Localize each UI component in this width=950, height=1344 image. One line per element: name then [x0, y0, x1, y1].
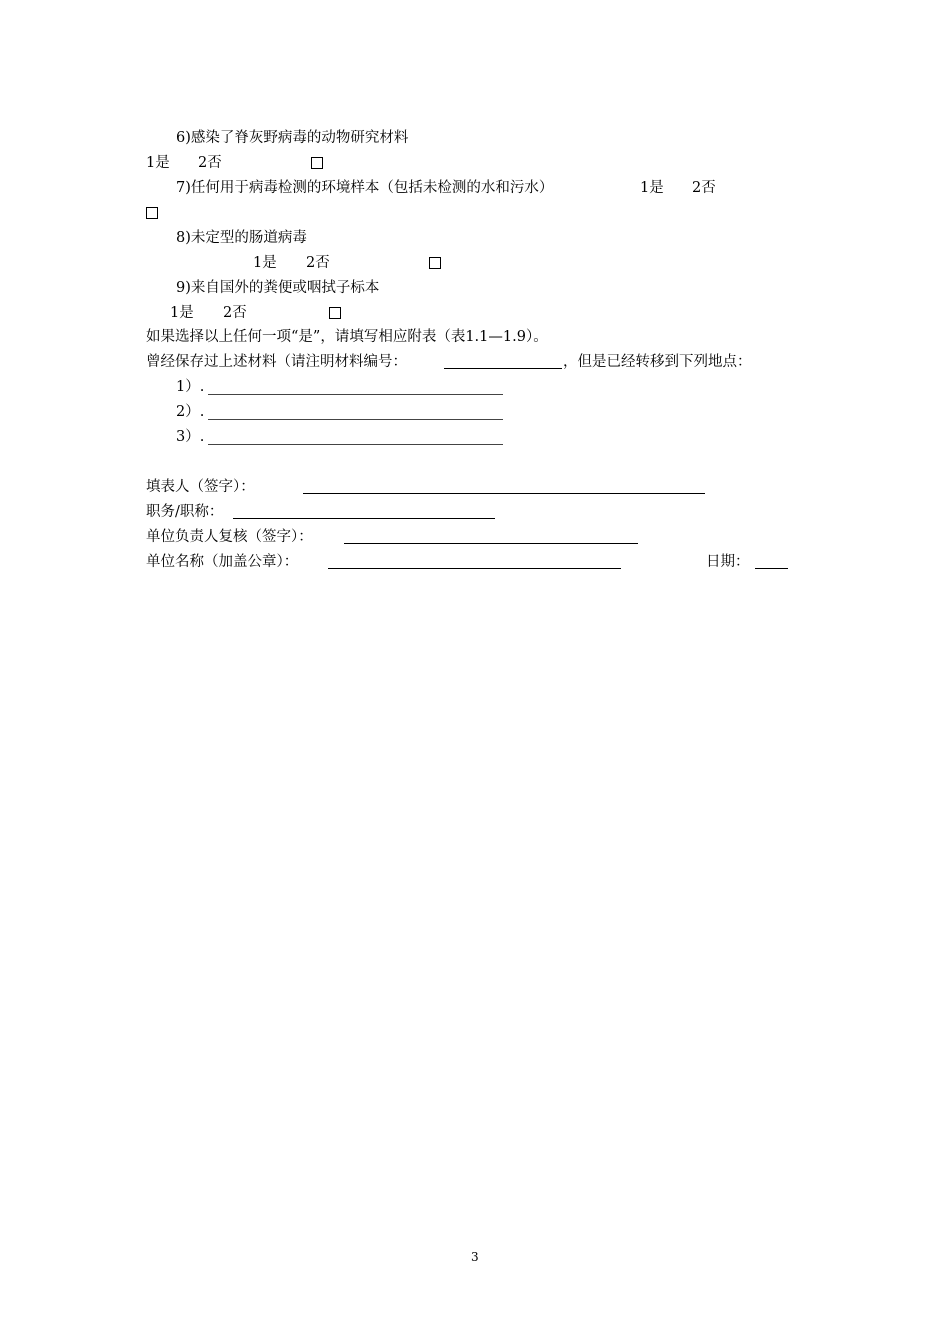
unit-name-label: 单位名称（加盖公章）： [146, 554, 299, 570]
question-8-label: 8)未定型的肠道病毒 [176, 230, 307, 246]
question-8-yes: 1是 [253, 255, 277, 271]
transfer-prefix: 曾经保存过上述材料（请注明材料编号： [146, 354, 407, 370]
filler-signature-blank[interactable] [303, 493, 705, 494]
question-6-yes: 1是 [146, 155, 170, 171]
filler-signature-label: 填表人（签字）： [146, 479, 255, 495]
transfer-suffix: ，但是已经转移到下列地点： [563, 354, 752, 370]
instruction-text: 如果选择以上任何一项“是”，请填写相应附表（表1.1—1.9）。 [146, 329, 548, 345]
question-6-no: 2否 [198, 155, 222, 171]
question-6-label: 6)感染了脊灰野病毒的动物研究材料 [176, 130, 409, 146]
question-9-yes: 1是 [170, 305, 194, 321]
date-label: 日期： [706, 554, 750, 570]
question-9-checkbox[interactable] [329, 307, 341, 319]
question-7-yes: 1是 [640, 180, 664, 196]
question-8-checkbox[interactable] [429, 257, 441, 269]
position-title-label: 职务/职称： [146, 504, 224, 520]
date-blank[interactable] [755, 568, 788, 569]
location-3-label: 3）. [176, 429, 205, 445]
reviewer-signature-blank[interactable] [344, 543, 638, 544]
location-3-blank[interactable] [208, 444, 503, 445]
location-1-label: 1）. [176, 379, 205, 395]
location-1-blank[interactable] [208, 394, 503, 395]
question-9-no: 2否 [223, 305, 247, 321]
unit-name-blank[interactable] [328, 568, 621, 569]
position-title-blank[interactable] [233, 518, 495, 519]
reviewer-signature-label: 单位负责人复核（签字）： [146, 529, 313, 545]
question-7-label: 7)任何用于病毒检测的环境样本（包括未检测的水和污水） [176, 180, 554, 196]
location-2-blank[interactable] [208, 419, 503, 420]
question-8-no: 2否 [306, 255, 330, 271]
question-7-no: 2否 [692, 180, 716, 196]
question-7-checkbox[interactable] [146, 207, 158, 219]
page-number: 3 [471, 1250, 479, 1264]
location-2-label: 2）. [176, 404, 205, 420]
question-6-checkbox[interactable] [311, 157, 323, 169]
material-number-blank[interactable] [444, 368, 562, 369]
question-9-label: 9)来自国外的粪便或咽拭子标本 [176, 280, 380, 296]
